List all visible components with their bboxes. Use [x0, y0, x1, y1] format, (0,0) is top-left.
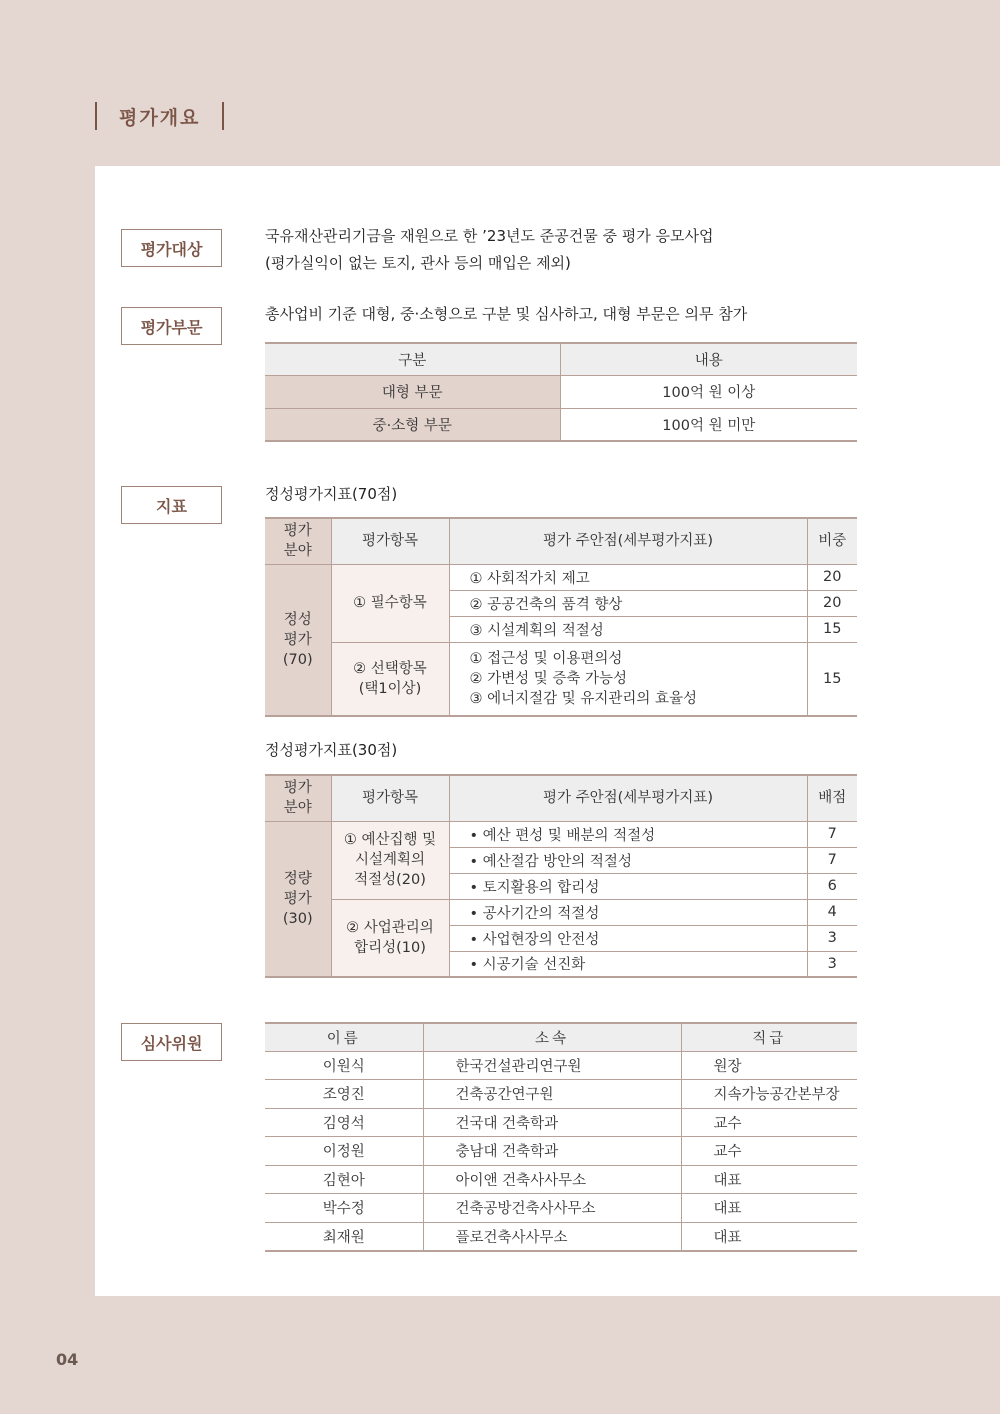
qualitative-table	[265, 517, 857, 717]
label-target: 평가대상	[121, 229, 222, 267]
label-committee: 심사위원	[121, 1023, 222, 1061]
section-header	[95, 102, 224, 130]
member-affiliation: 건축공간연구원	[423, 1080, 681, 1109]
division-table	[265, 342, 857, 442]
member-name: 김현아	[265, 1165, 423, 1194]
table-row	[265, 899, 857, 925]
division-value: 100억 원 미만	[662, 417, 756, 434]
target-line-1: 국유재산관리기금을 재원으로 한 ’23년도 준공건물 중 평가 응모사업	[265, 227, 714, 245]
quant-header-field: 평가 분야	[265, 775, 331, 821]
table-row	[265, 1108, 857, 1137]
quant-score: 7	[807, 847, 857, 873]
qual-field: 정성 평가 (70)	[265, 564, 331, 716]
quant-header-item: 평가항목	[331, 775, 449, 821]
quantitative-title: 정성평가지표(30점)	[265, 741, 398, 759]
content-panel	[95, 166, 1000, 1296]
member-name: 최재원	[265, 1222, 423, 1251]
quant-score: 4	[807, 899, 857, 925]
page-title: 평가개요	[119, 106, 201, 129]
member-position: 지속가능공간본부장	[681, 1080, 857, 1109]
table-header-row	[265, 518, 857, 564]
division-value: 100억 원 이상	[560, 375, 857, 408]
member-position: 대표	[681, 1194, 857, 1223]
member-affiliation: 건국대 건축학과	[423, 1108, 681, 1137]
quant-item-budget: ① 예산집행 및 시설계획의 적절성(20)	[331, 821, 449, 899]
committee-header-affiliation: 소속	[423, 1023, 681, 1051]
label-indicator: 지표	[121, 486, 222, 524]
table-row	[265, 1080, 857, 1109]
page-number: 04	[56, 1350, 79, 1369]
division-header-content: 내용	[560, 343, 857, 375]
qual-point: ② 공공건축의 품격 향상	[449, 590, 807, 616]
table-row	[265, 408, 857, 441]
committee-table	[265, 1022, 857, 1252]
member-position: 대표	[713, 1229, 742, 1246]
quant-point: • 시공기술 선진화	[449, 951, 807, 977]
qual-header-weight: 비중	[807, 518, 857, 564]
member-position: 교수	[681, 1137, 857, 1166]
table-row	[265, 564, 857, 590]
qual-select-points: ① 접근성 및 이용편의성 ② 가변성 및 증축 가능성 ③ 에너지절감 및 유지관리의 효율성	[449, 642, 807, 716]
quant-item-management: ② 사업관리의 합리성(10)	[331, 899, 449, 977]
table-header-row	[265, 343, 857, 375]
quantitative-table	[265, 774, 857, 978]
qual-select-weight: 15	[823, 670, 842, 687]
quant-point: • 토지활용의 합리성	[449, 873, 807, 899]
member-name: 이정원	[265, 1137, 423, 1166]
table-row	[265, 1051, 857, 1080]
quant-header-score: 배점	[807, 775, 857, 821]
target-description	[265, 223, 713, 277]
member-affiliation: 플로건축사사무소	[423, 1222, 681, 1251]
target-line-2: (평가실익이 없는 토지, 관사 등의 매입은 제외)	[265, 254, 571, 272]
table-row	[265, 821, 857, 847]
member-name: 이원식	[265, 1051, 423, 1080]
quant-score: 6	[807, 873, 857, 899]
quant-point: • 예산절감 방안의 적절성	[449, 847, 807, 873]
quant-field: 정량 평가 (30)	[265, 821, 331, 977]
qual-weight: 20	[807, 590, 857, 616]
member-affiliation: 한국건설관리연구원	[423, 1051, 681, 1080]
member-position: 대표	[681, 1165, 857, 1194]
division-intro: 총사업비 기준 대형, 중·소형으로 구분 및 심사하고, 대형 부문은 의무 참가	[265, 305, 748, 323]
member-name: 조영진	[265, 1080, 423, 1109]
table-row	[265, 1194, 857, 1223]
committee-header-name: 이름	[265, 1023, 423, 1051]
member-affiliation: 아이앤 건축사사무소	[423, 1165, 681, 1194]
division-name: 중·소형 부문	[265, 408, 560, 441]
table-header-row	[265, 775, 857, 821]
qualitative-title: 정성평가지표(70점)	[265, 485, 398, 503]
table-row	[265, 642, 857, 716]
quant-score: 3	[827, 955, 837, 972]
qual-point: ③ 시설계획의 적절성	[449, 616, 807, 642]
member-position: 원장	[681, 1051, 857, 1080]
qual-weight: 20	[807, 564, 857, 590]
table-row	[265, 1222, 857, 1251]
qual-header-point: 평가 주안점(세부평가지표)	[449, 518, 807, 564]
member-name: 김영석	[265, 1108, 423, 1137]
quant-point: • 사업현장의 안전성	[449, 925, 807, 951]
qual-item-select: ② 선택항목 (택1이상)	[331, 642, 449, 716]
table-row	[265, 1137, 857, 1166]
label-division: 평가부문	[121, 307, 222, 345]
member-affiliation: 건축공방건축사사무소	[423, 1194, 681, 1223]
division-name: 대형 부문	[265, 375, 560, 408]
qual-header-item: 평가항목	[331, 518, 449, 564]
quant-header-point: 평가 주안점(세부평가지표)	[449, 775, 807, 821]
table-row	[265, 1165, 857, 1194]
table-row	[265, 375, 857, 408]
table-header-row	[265, 1023, 857, 1051]
qual-item-required: ① 필수항목	[331, 564, 449, 642]
division-header-category: 구분	[265, 343, 560, 375]
member-name: 박수정	[265, 1194, 423, 1223]
qual-header-field: 평가 분야	[265, 518, 331, 564]
committee-header-position: 직급	[681, 1023, 857, 1051]
quant-score: 7	[807, 821, 857, 847]
qual-weight: 15	[807, 616, 857, 642]
member-affiliation: 충남대 건축학과	[423, 1137, 681, 1166]
member-position: 교수	[681, 1108, 857, 1137]
quant-point: • 예산 편성 및 배분의 적절성	[449, 821, 807, 847]
quant-score: 3	[807, 925, 857, 951]
header-bar-right	[222, 102, 224, 130]
quant-point: • 공사기간의 적절성	[449, 899, 807, 925]
qual-point: ① 사회적가치 제고	[449, 564, 807, 590]
